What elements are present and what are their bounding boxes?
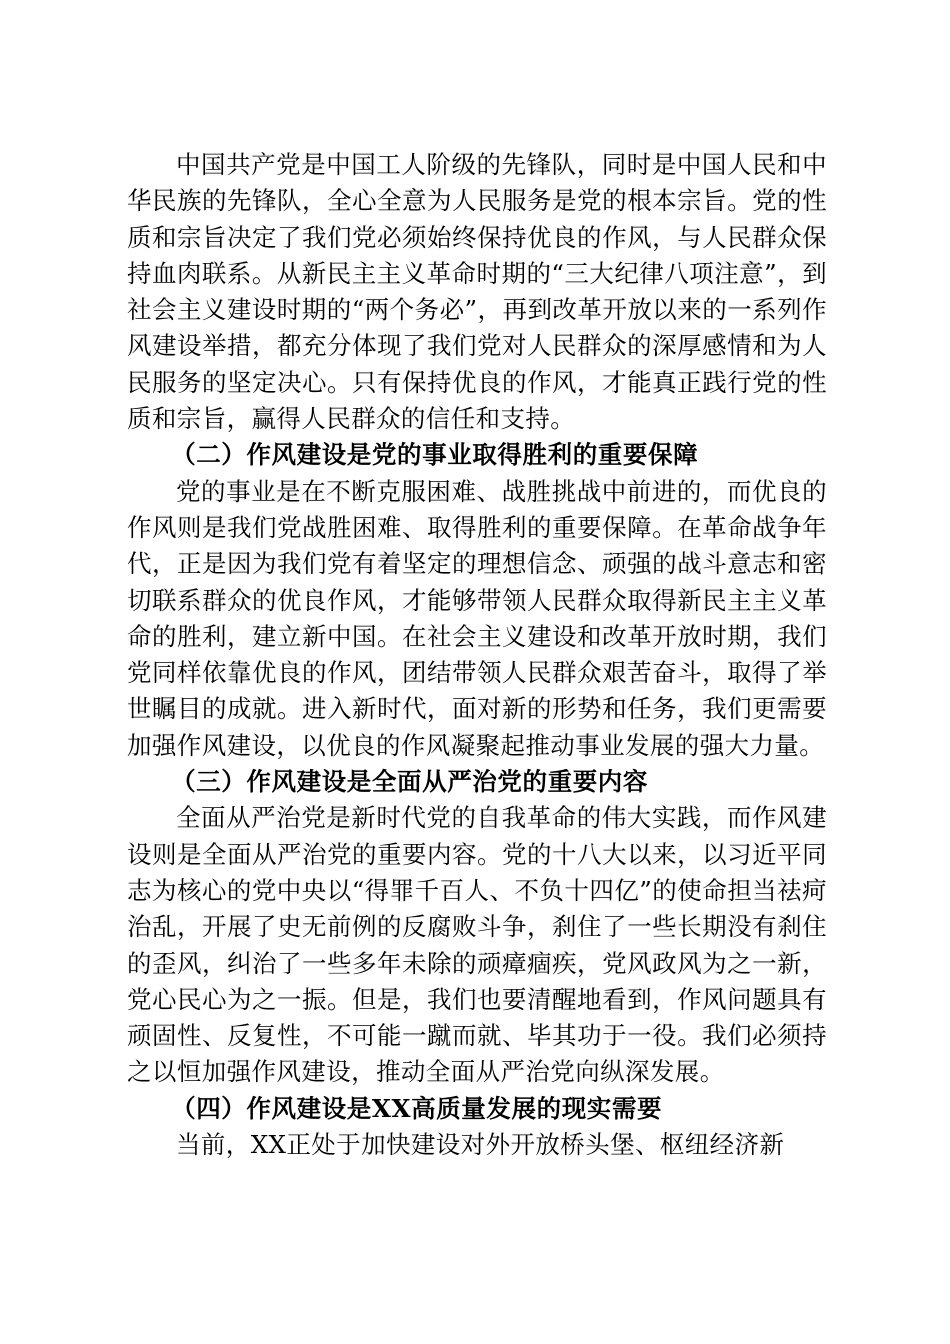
paragraph-high-quality-development: 当前，XX正处于加快建设对外开放桥头堡、枢纽经济新 — [176, 1130, 785, 1160]
section-heading-4: （四）作风建设是XX高质量发展的现实需要 — [171, 1093, 663, 1123]
document-page — [127, 147, 827, 1163]
paragraph-party-cause: 党的事业是在不断克服困难、战胜挑战中前进的，而优良的作风则是我们党战胜困难、取得胜利的重要保障。在革命战争年代，正是因为我们党有着坚定的理想信念、顽强的战斗意志和密切联系群众的优良作风，才能够带领人民群众取得新民主主义革命的胜利，建立新中国。在社会主义建设和改革开放时期，我们党同样依靠优良的作风，团结带领人民群众艰苦奋斗，取得了举世瞩目的成就。进入新时代，面对新的形势和任务，我们更需要加强作风建设，以优良的作风凝聚起推动事业发展的强大力量。 — [127, 476, 827, 760]
section-heading-2: （二）作风建设是党的事业取得胜利的重要保障 — [171, 440, 699, 470]
paragraph-party-nature: 中国共产党是中国工人阶级的先锋队，同时是中国人民和中华民族的先锋队，全心全意为人民服务是党的根本宗旨。党的性质和宗旨决定了我们党必须始终保持优良的作风，与人民群众保持血肉联系。从新民主主义革命时期的“三大纪律八项注意”，到社会主义建设时期的“两个务必”，再到改革开放以来的一系列作风建设举措，都充分体现了我们党对人民群众的深厚感情和为人民服务的坚定决心。只有保持优良的作风，才能真正践行党的性质和宗旨，赢得人民群众的信任和支持。 — [127, 150, 827, 434]
paragraph-strict-governance: 全面从严治党是新时代党的自我革命的伟大实践，而作风建设则是全面从严治党的重要内容。党的十八大以来，以习近平同志为核心的党中央以“得罪千百人、不负十四亿”的使命担当祛疴治乱，开展了史无前例的反腐败斗争，刹住了一些长期没有刹住的歪风，纠治了一些多年未除的顽瘴痼疾，党风政风为之一新，党心民心为之一振。但是，我们也要清醒地看到，作风问题具有顽固性、反复性，不可能一蹴而就、毕其功于一役。我们必须持之以恒加强作风建设，推动全面从严治党向纵深发展。 — [127, 803, 827, 1087]
section-heading-3: （三）作风建设是全面从严治党的重要内容 — [171, 767, 648, 797]
